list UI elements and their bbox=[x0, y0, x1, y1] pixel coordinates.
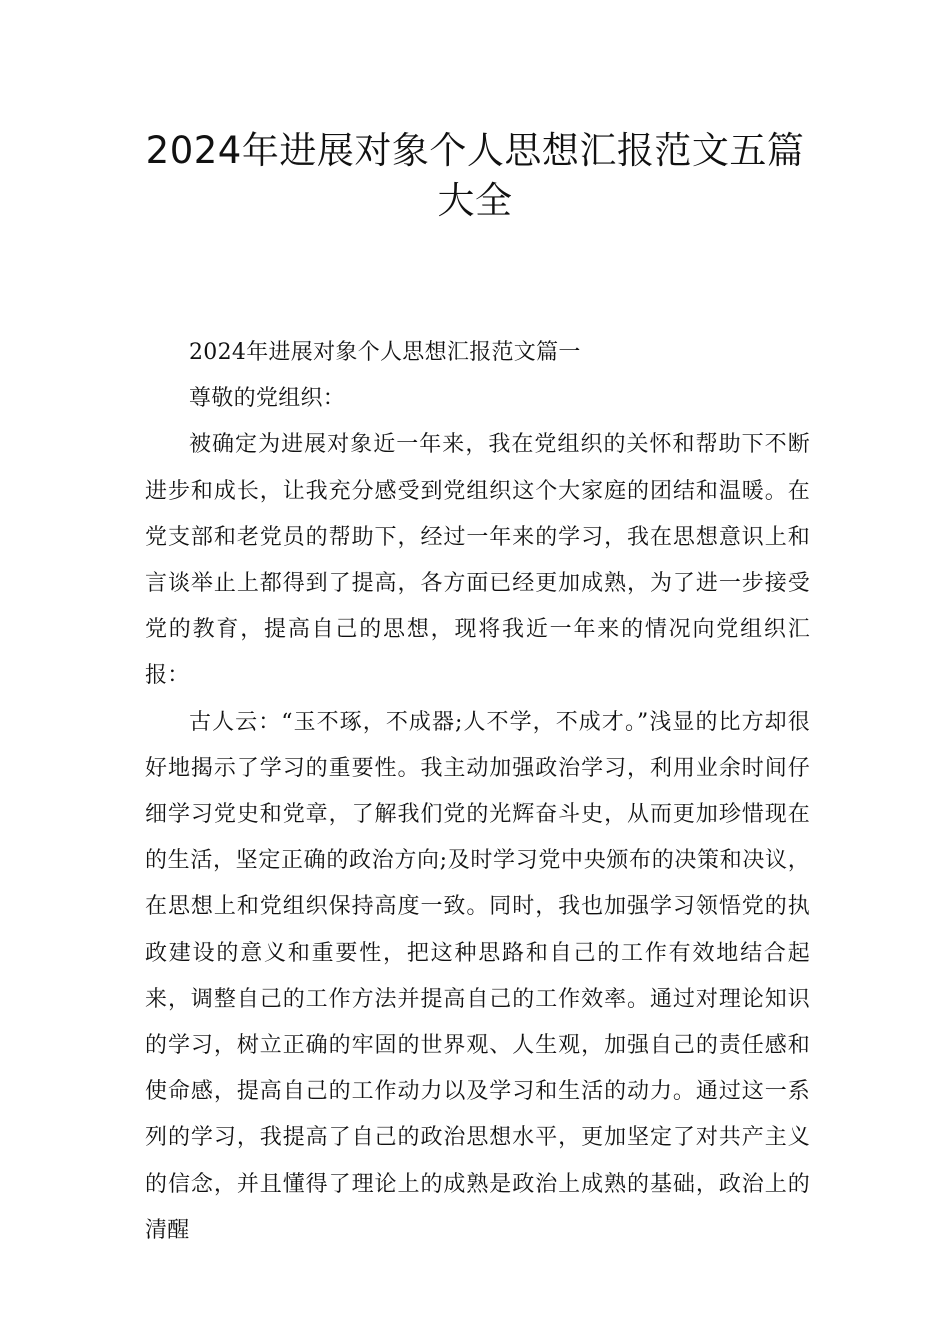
body-paragraph: 被确定为进展对象近一年来，我在党组织的关怀和帮助下不断进步和成长，让我充分感受到党组织这个大家庭的团结和温暖。在党支部和老党员的帮助下，经过一年来的学习，我在思想意识上和言谈举止上都得到了提高，各方面已经更加成熟，为了进一步接受党的教育，提高自己的思想，现将我近一年来的情况向党组织汇报： bbox=[145, 432, 810, 689]
document-title: 2024年进展对象个人思想汇报范文五篇大全 bbox=[145, 129, 805, 222]
body-paragraph: 古人云：“玉不琢，不成器;人不学，不成才。”浅显的比方却很好地揭示了学习的重要性。我主动加强政治学习，利用业余时间仔细学习党史和党章，了解我们党的光辉奋斗史，从而更加珍惜现在的生活，坚定正确的政治方向;及时学习党中央颁布的决策和决议，在思想上和党组织保持高度一致。同时，我也加强学习领悟党的执政建设的意义和重要性，把这种思路和自己的工作有效地结合起来，调整自己的工作方法并提高自己的工作效率。通过对理论知识的学习，树立正确的牢固的世界观、人生观，加强自己的责任感和使命感，提高自己的工作动力以及学习和生活的动力。通过这一系列的学习，我提高了自己的政治思想水平，更加坚定了对共产主义的信念，并且懂得了理论上的成熟是政治上成熟的基础，政治上的清醒 bbox=[145, 709, 810, 1243]
document-body bbox=[145, 330, 810, 1254]
salutation: 尊敬的党组织： bbox=[189, 386, 346, 412]
section-heading: 2024年进展对象个人思想汇报范文篇一 bbox=[189, 340, 581, 365]
